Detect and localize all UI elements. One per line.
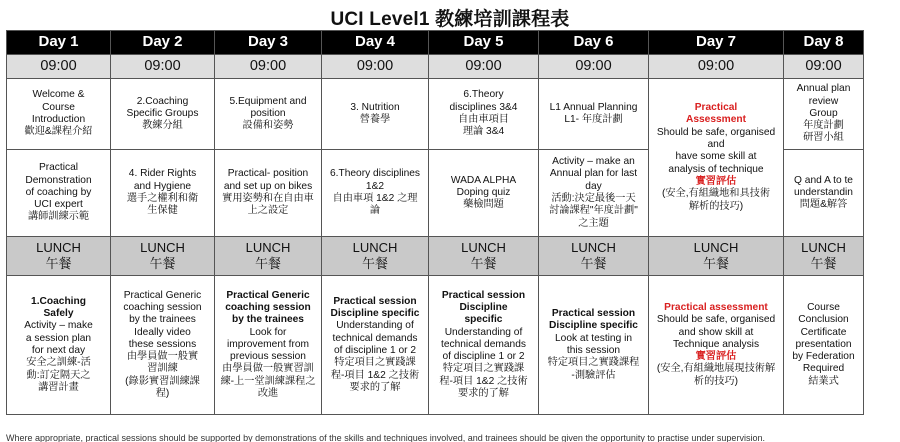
session-text: 2.Coaching (136, 95, 189, 107)
start-time: 09:00 (322, 55, 429, 79)
session-text-zh: 習訓練 (147, 363, 178, 375)
session-heading: Discipline specific (549, 320, 638, 332)
session-heading: specific (464, 314, 503, 326)
session-text: review (808, 95, 839, 107)
session-text: by Federation (792, 351, 855, 363)
session-heading: 1.Coaching (31, 295, 86, 307)
session-text-zh: 講習計畫 (38, 381, 79, 393)
lunch-label-zh: 午餐 (810, 256, 837, 271)
session-text-zh: 自由車項 1&2 之理 (332, 193, 418, 204)
session-text: coaching session (123, 301, 202, 313)
session-cell (784, 79, 864, 150)
session-text: position (250, 107, 286, 119)
day-header: Day 4 (322, 31, 429, 55)
session-text-zh: 程-項目 1&2 之技術 (439, 375, 528, 387)
lunch-label: LUNCH (571, 240, 616, 255)
day-header: Day 3 (215, 31, 322, 55)
session-text: Practical Generic (123, 289, 202, 301)
session-text: of coaching by (25, 186, 92, 198)
lunch-row (7, 237, 864, 276)
session-text-zh: 特定項目之實踐課 (442, 363, 525, 375)
session-cell (215, 79, 322, 150)
session-text: of discipline 1 or 2 (442, 351, 525, 363)
start-time: 09:00 (7, 55, 111, 79)
session-cell (215, 276, 322, 415)
session-text: Ideally video (134, 326, 191, 338)
lunch-cell (539, 237, 649, 276)
lunch-label-zh: 午餐 (361, 256, 388, 271)
assessment-heading-zh: 實習評估 (695, 351, 737, 363)
lunch-cell (322, 237, 429, 276)
session-text-zh: 動:訂定隔天之 (26, 369, 91, 381)
session-text: Understanding of (444, 326, 523, 338)
session-text: Understanding of (336, 320, 414, 332)
session-text-zh: (安全,有組織地展現技術解 (656, 363, 776, 375)
session-cell (539, 79, 649, 150)
start-time: 09:00 (215, 55, 322, 79)
session-heading: Practical session (333, 295, 417, 307)
session-text: 5.Equipment and (229, 95, 307, 107)
session-text-zh: 析的技巧) (693, 375, 739, 387)
session-text-zh: 生保健 (147, 205, 178, 217)
session-cell (7, 79, 111, 150)
start-time: 09:00 (539, 55, 649, 79)
session-text-zh: 活動:決定最後一天 (551, 193, 636, 204)
schedule-table (6, 30, 864, 415)
lunch-cell (649, 237, 784, 276)
session-text-zh: 安全之訓練-活 (26, 357, 91, 369)
lunch-label: LUNCH (693, 240, 739, 255)
session-text: Introduction (31, 114, 86, 125)
assessment-heading: Practical assessment (664, 301, 768, 313)
session-cell (322, 79, 429, 150)
session-text-zh: 實用姿勢和在自由車 (222, 193, 314, 204)
session-text-zh: 解析的技巧) (688, 200, 744, 212)
session-text: Course (42, 101, 75, 113)
session-text: improvement from (226, 338, 310, 350)
lunch-cell (784, 237, 864, 276)
start-time: 09:00 (784, 55, 864, 79)
lunch-cell (7, 237, 111, 276)
day-header-row (7, 31, 864, 55)
session-text: Look at testing in (554, 332, 633, 344)
lunch-label-zh: 午餐 (470, 256, 497, 271)
lunch-label: LUNCH (245, 240, 291, 255)
day-header: Day 5 (429, 31, 539, 55)
session-text: 6.Theory (463, 89, 504, 101)
session-text-zh: 結業式 (808, 375, 839, 387)
session-text-zh: 要求的了解 (458, 388, 509, 400)
day-header: Day 7 (649, 31, 784, 55)
session-text-zh: 程-項目 1&2 之技術 (330, 369, 420, 381)
start-time: 09:00 (429, 55, 539, 79)
session-text: Technique analysis (672, 338, 760, 350)
session-text: understandin (794, 186, 853, 198)
session-text-zh: 設備和姿勢 (242, 120, 294, 132)
session-text-zh: 練-上一堂訓練課程之 (220, 375, 316, 387)
session-text-zh: 特定項目之實踐課 (334, 357, 416, 369)
session-text: Annual plan (796, 83, 851, 95)
session-text-zh: 自由車項目 (458, 114, 509, 125)
session-text: UCI expert (34, 199, 83, 211)
lunch-cell (111, 237, 215, 276)
session-heading: Practical Generic (226, 289, 310, 301)
session-text-zh: 藥檢問題 (463, 199, 504, 211)
session-text: L1- 年度計劃 (564, 114, 623, 125)
day-header: Day 8 (784, 31, 864, 55)
lunch-label-zh: 午餐 (254, 256, 281, 271)
session-heading: Discipline (459, 301, 508, 313)
lunch-label: LUNCH (352, 240, 398, 255)
session-cell (215, 150, 322, 237)
day-header: Day 1 (7, 31, 111, 55)
start-time: 09:00 (649, 55, 784, 79)
session-text: and Hygiene (133, 180, 192, 192)
session-text: Welcome & (32, 89, 85, 101)
session-text: Look for (249, 326, 287, 338)
session-text-zh: (錄影實習訓練課 (125, 375, 200, 387)
start-time: 09:00 (111, 55, 215, 79)
session-cell (649, 79, 784, 237)
session-cell (322, 150, 429, 237)
session-heading: Safely (43, 308, 74, 320)
assessment-heading: Assessment (685, 114, 747, 126)
session-text-zh: 由學員做一般實 (126, 351, 199, 363)
footer-note: Where appropriate, practical sessions should be supported by demonstrations of the skills and techniques involved, and trainees should be given the opportunity to practise under supervision. (6, 433, 765, 442)
session-text: a session plan (25, 332, 92, 344)
session-text: L1 Annual Planning (549, 101, 638, 113)
session-text: analysis of technique (668, 163, 764, 175)
time-row (7, 55, 864, 79)
session-cell (429, 276, 539, 415)
session-cell (649, 276, 784, 415)
session-cell (111, 79, 215, 150)
session-text-zh: 講師訓練示範 (27, 211, 90, 223)
session-text: Activity – make an (552, 156, 635, 168)
session-cell (322, 276, 429, 415)
session-text-zh: 理論 3&4 (462, 126, 505, 138)
session-text-zh: 選手之權利和衛 (126, 193, 199, 204)
session-text: and (707, 139, 725, 151)
lunch-label: LUNCH (801, 240, 846, 255)
session-text: 3. Nutrition (350, 101, 400, 113)
session-heading: Practical session (551, 308, 636, 320)
session-text-zh: 教練分組 (142, 120, 183, 132)
session-text-zh: 論 (369, 205, 381, 217)
lunch-label: LUNCH (140, 240, 185, 255)
session-text: Should be safe, organised (656, 126, 776, 138)
session-text: Q and A to te (794, 174, 853, 186)
session-text-zh: -測驗評估 (571, 369, 616, 381)
session-text: Conclusion (798, 314, 849, 326)
session1-row (7, 79, 864, 150)
page-title: UCI Level1 教練培訓課程表 (330, 9, 570, 30)
session-text: day (585, 180, 602, 192)
session-text: disciplines 3&4 (449, 101, 518, 113)
session-text-zh: 歡迎&課程介紹 (24, 126, 93, 138)
session-text: and show skill at (678, 326, 754, 338)
session-cell (784, 276, 864, 415)
session-text: previous session (230, 351, 306, 363)
session-text-zh: 問題&解答 (799, 199, 848, 211)
session-text: presentation (795, 338, 852, 350)
session-text: of discipline 1 or 2 (333, 345, 417, 356)
session-text-zh: (安全,有組織地和具技術 (661, 188, 771, 200)
session-text: Activity – make (24, 320, 93, 332)
session-text: Group (809, 107, 838, 119)
session-cell (784, 150, 864, 237)
assessment-heading: Practical (694, 102, 738, 114)
session-heading: Practical session (441, 289, 526, 301)
day-header: Day 2 (111, 31, 215, 55)
session-text: Practical- position (227, 168, 309, 180)
session-cell (111, 150, 215, 237)
session-text-zh: 討論課程"年度計劃" (549, 205, 638, 217)
session-text: and set up on bikes (223, 180, 313, 192)
session-text: Annual plan for last (549, 168, 638, 180)
session-text: these sessions (128, 338, 197, 350)
session-text: WADA ALPHA (450, 174, 517, 186)
session-cell (429, 150, 539, 237)
session-text: technical demands (441, 338, 526, 350)
session-cell (539, 150, 649, 237)
session-text-zh: 由學員做一般實習訓 (222, 363, 314, 375)
session-text-zh: 程) (155, 388, 170, 400)
day-header: Day 6 (539, 31, 649, 55)
session-text: Required (802, 363, 845, 375)
session-text-zh: 上之設定 (247, 205, 289, 217)
session-heading: coaching session (225, 301, 311, 313)
session-heading: Discipline specific (330, 308, 420, 320)
session-cell (429, 79, 539, 150)
session-text: this session (566, 345, 621, 356)
session-text: by the trainees (129, 314, 196, 326)
session-text: Should be safe, organised (656, 314, 776, 326)
session-text-zh: 年度計劃 (803, 120, 844, 132)
session3-row (7, 276, 864, 415)
session-text: Practical (38, 162, 79, 174)
session-heading: by the trainees (232, 314, 304, 326)
session-cell (7, 150, 111, 237)
session-text: Demonstration (25, 174, 92, 186)
session-text: for next day (31, 345, 86, 356)
lunch-cell (215, 237, 322, 276)
session-text: Certificate (800, 326, 847, 338)
session-text-zh: 營養學 (359, 114, 391, 125)
session-text: 6.Theory disciplines (329, 168, 421, 180)
lunch-label: LUNCH (461, 240, 506, 255)
lunch-label-zh: 午餐 (580, 256, 607, 271)
session-text: Specific Groups (126, 107, 199, 119)
lunch-label-zh: 午餐 (45, 256, 72, 271)
assessment-heading-zh: 實習評估 (695, 175, 737, 187)
session-text: technical demands (332, 332, 418, 344)
lunch-cell (429, 237, 539, 276)
session-text: Course (807, 301, 840, 313)
session-text-zh: 改進 (257, 388, 279, 400)
lunch-label-zh: 午餐 (702, 256, 729, 271)
session-text-zh: 要求的了解 (349, 381, 401, 393)
lunch-label-zh: 午餐 (149, 256, 176, 271)
session-cell (111, 276, 215, 415)
session-cell (7, 276, 111, 415)
session-text: 1&2 (365, 180, 385, 192)
session-text: 4. Rider Rights (128, 168, 197, 180)
session-text-zh: 研習小組 (803, 132, 844, 144)
session-text: have some skill at (675, 151, 757, 163)
session-text-zh: 之主題 (578, 217, 609, 229)
lunch-label: LUNCH (36, 240, 81, 255)
session-cell (539, 276, 649, 415)
session-text-zh: 特定項目之實踐課程 (547, 357, 640, 369)
session-text: Doping quiz (456, 186, 511, 198)
